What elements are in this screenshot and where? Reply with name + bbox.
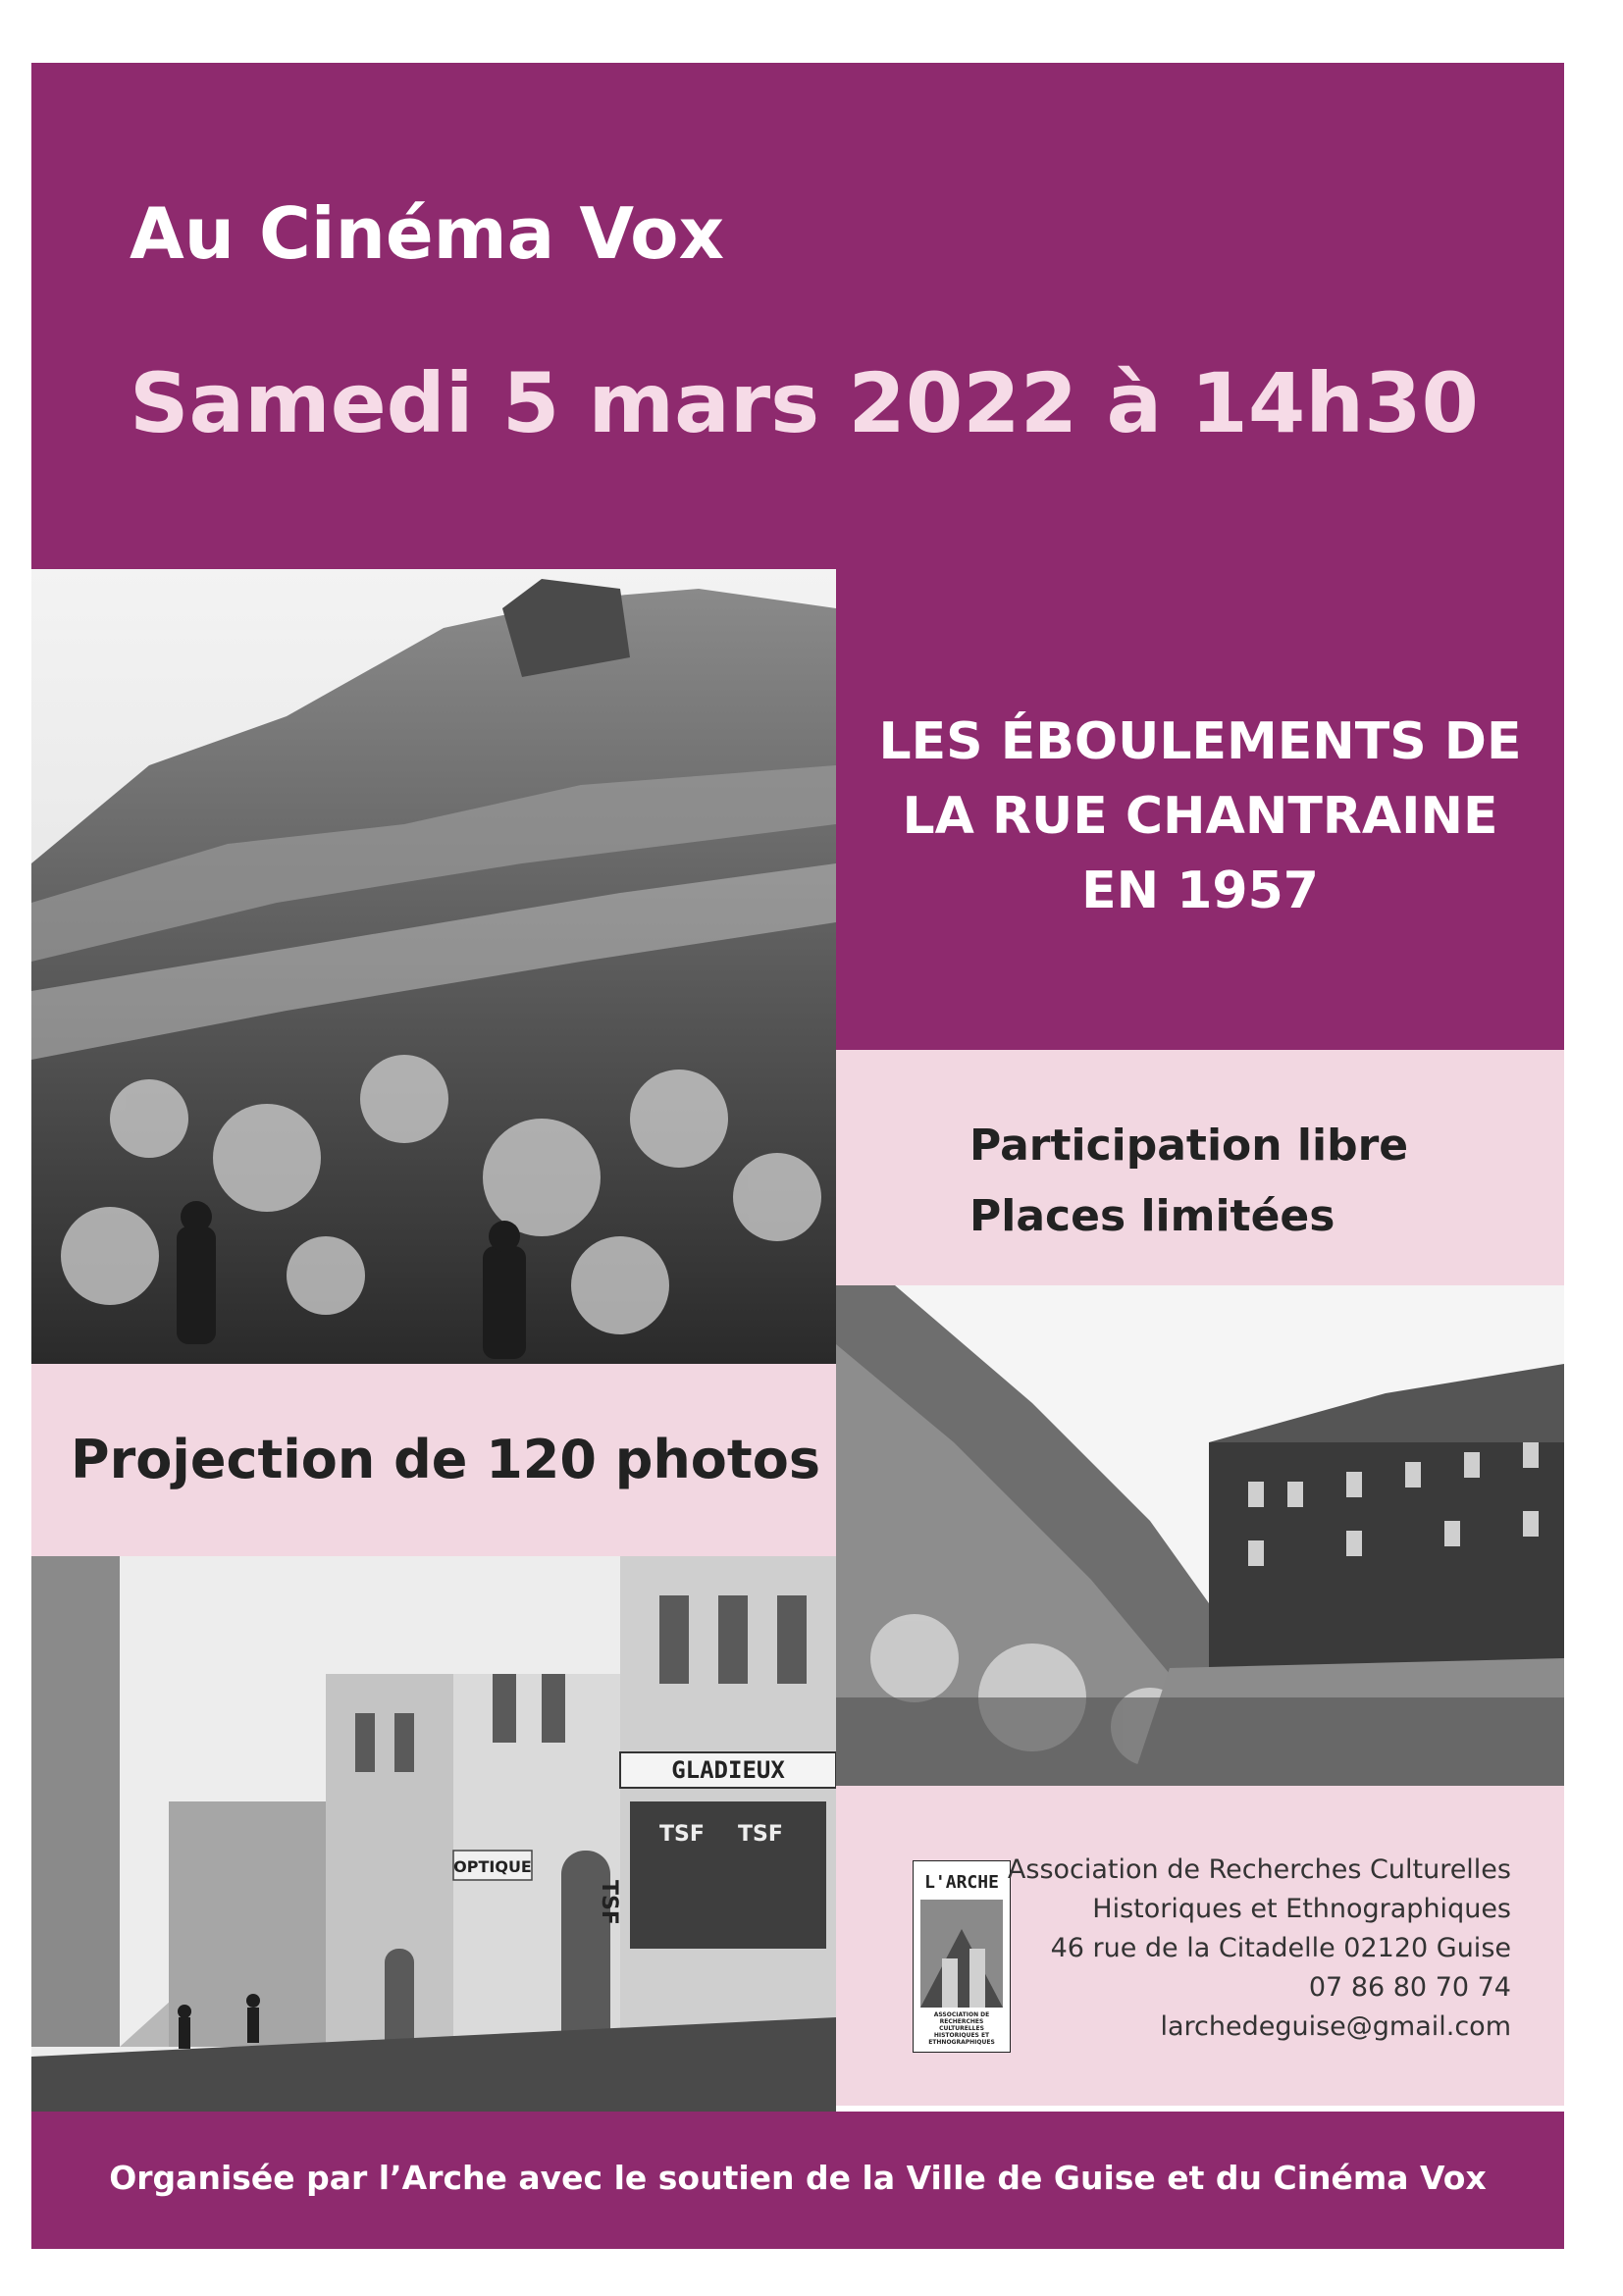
participation-free: Participation libre — [969, 1121, 1409, 1171]
logo-caption: ASSOCIATION DE RECHERCHES CULTURELLES HISTORIQUES ET ETHNOGRAPHIQUES — [928, 2011, 995, 2046]
shop-sign-tsf-2: TSF — [738, 1822, 783, 1847]
logo-title: L'ARCHE — [924, 1872, 999, 1893]
event-title-line-2: LA RUE CHANTRAINE — [902, 787, 1498, 846]
photo-street-rockfall — [836, 1285, 1564, 1786]
association-email[interactable]: larchedeguise@gmail.com — [1160, 2011, 1511, 2042]
association-address: 46 rue de la Citadelle 02120 Guise — [1050, 1933, 1511, 1963]
photo-cliff-rockfall — [31, 569, 836, 1364]
event-title-line-3: EN 1957 — [1081, 861, 1319, 920]
association-contact — [981, 1851, 1511, 2047]
photo-shop-street — [31, 1556, 836, 2112]
event-date: Samedi 5 mars 2022 à 14h30 — [130, 355, 1479, 451]
organiser-credit: Organisée par l’Arche avec le soutien de la Ville de Guise et du Cinéma Vox — [109, 2159, 1487, 2197]
shop-sign-tsf-vertical: TSF — [597, 1880, 621, 1925]
shop-sign-optique: OPTIQUE — [453, 1857, 532, 1876]
event-title — [836, 704, 1564, 928]
limited-seats: Places limitées — [969, 1191, 1335, 1241]
shop-sign-tsf-1: TSF — [659, 1822, 705, 1847]
event-title-line-1: LES ÉBOULEMENTS DE — [878, 712, 1522, 771]
association-name-1: Association de Recherches Culturelles — [1007, 1854, 1511, 1885]
top-banner — [31, 63, 1564, 569]
venue-title: Au Cinéma Vox — [130, 192, 725, 275]
participation-info — [969, 1111, 1408, 1252]
association-phone: 07 86 80 70 74 — [1308, 1972, 1511, 2003]
association-name-2: Historiques et Ethnographiques — [1092, 1894, 1511, 1924]
projection-info: Projection de 120 photos — [71, 1429, 820, 1490]
shop-sign-gladieux: GLADIEUX — [671, 1756, 785, 1784]
